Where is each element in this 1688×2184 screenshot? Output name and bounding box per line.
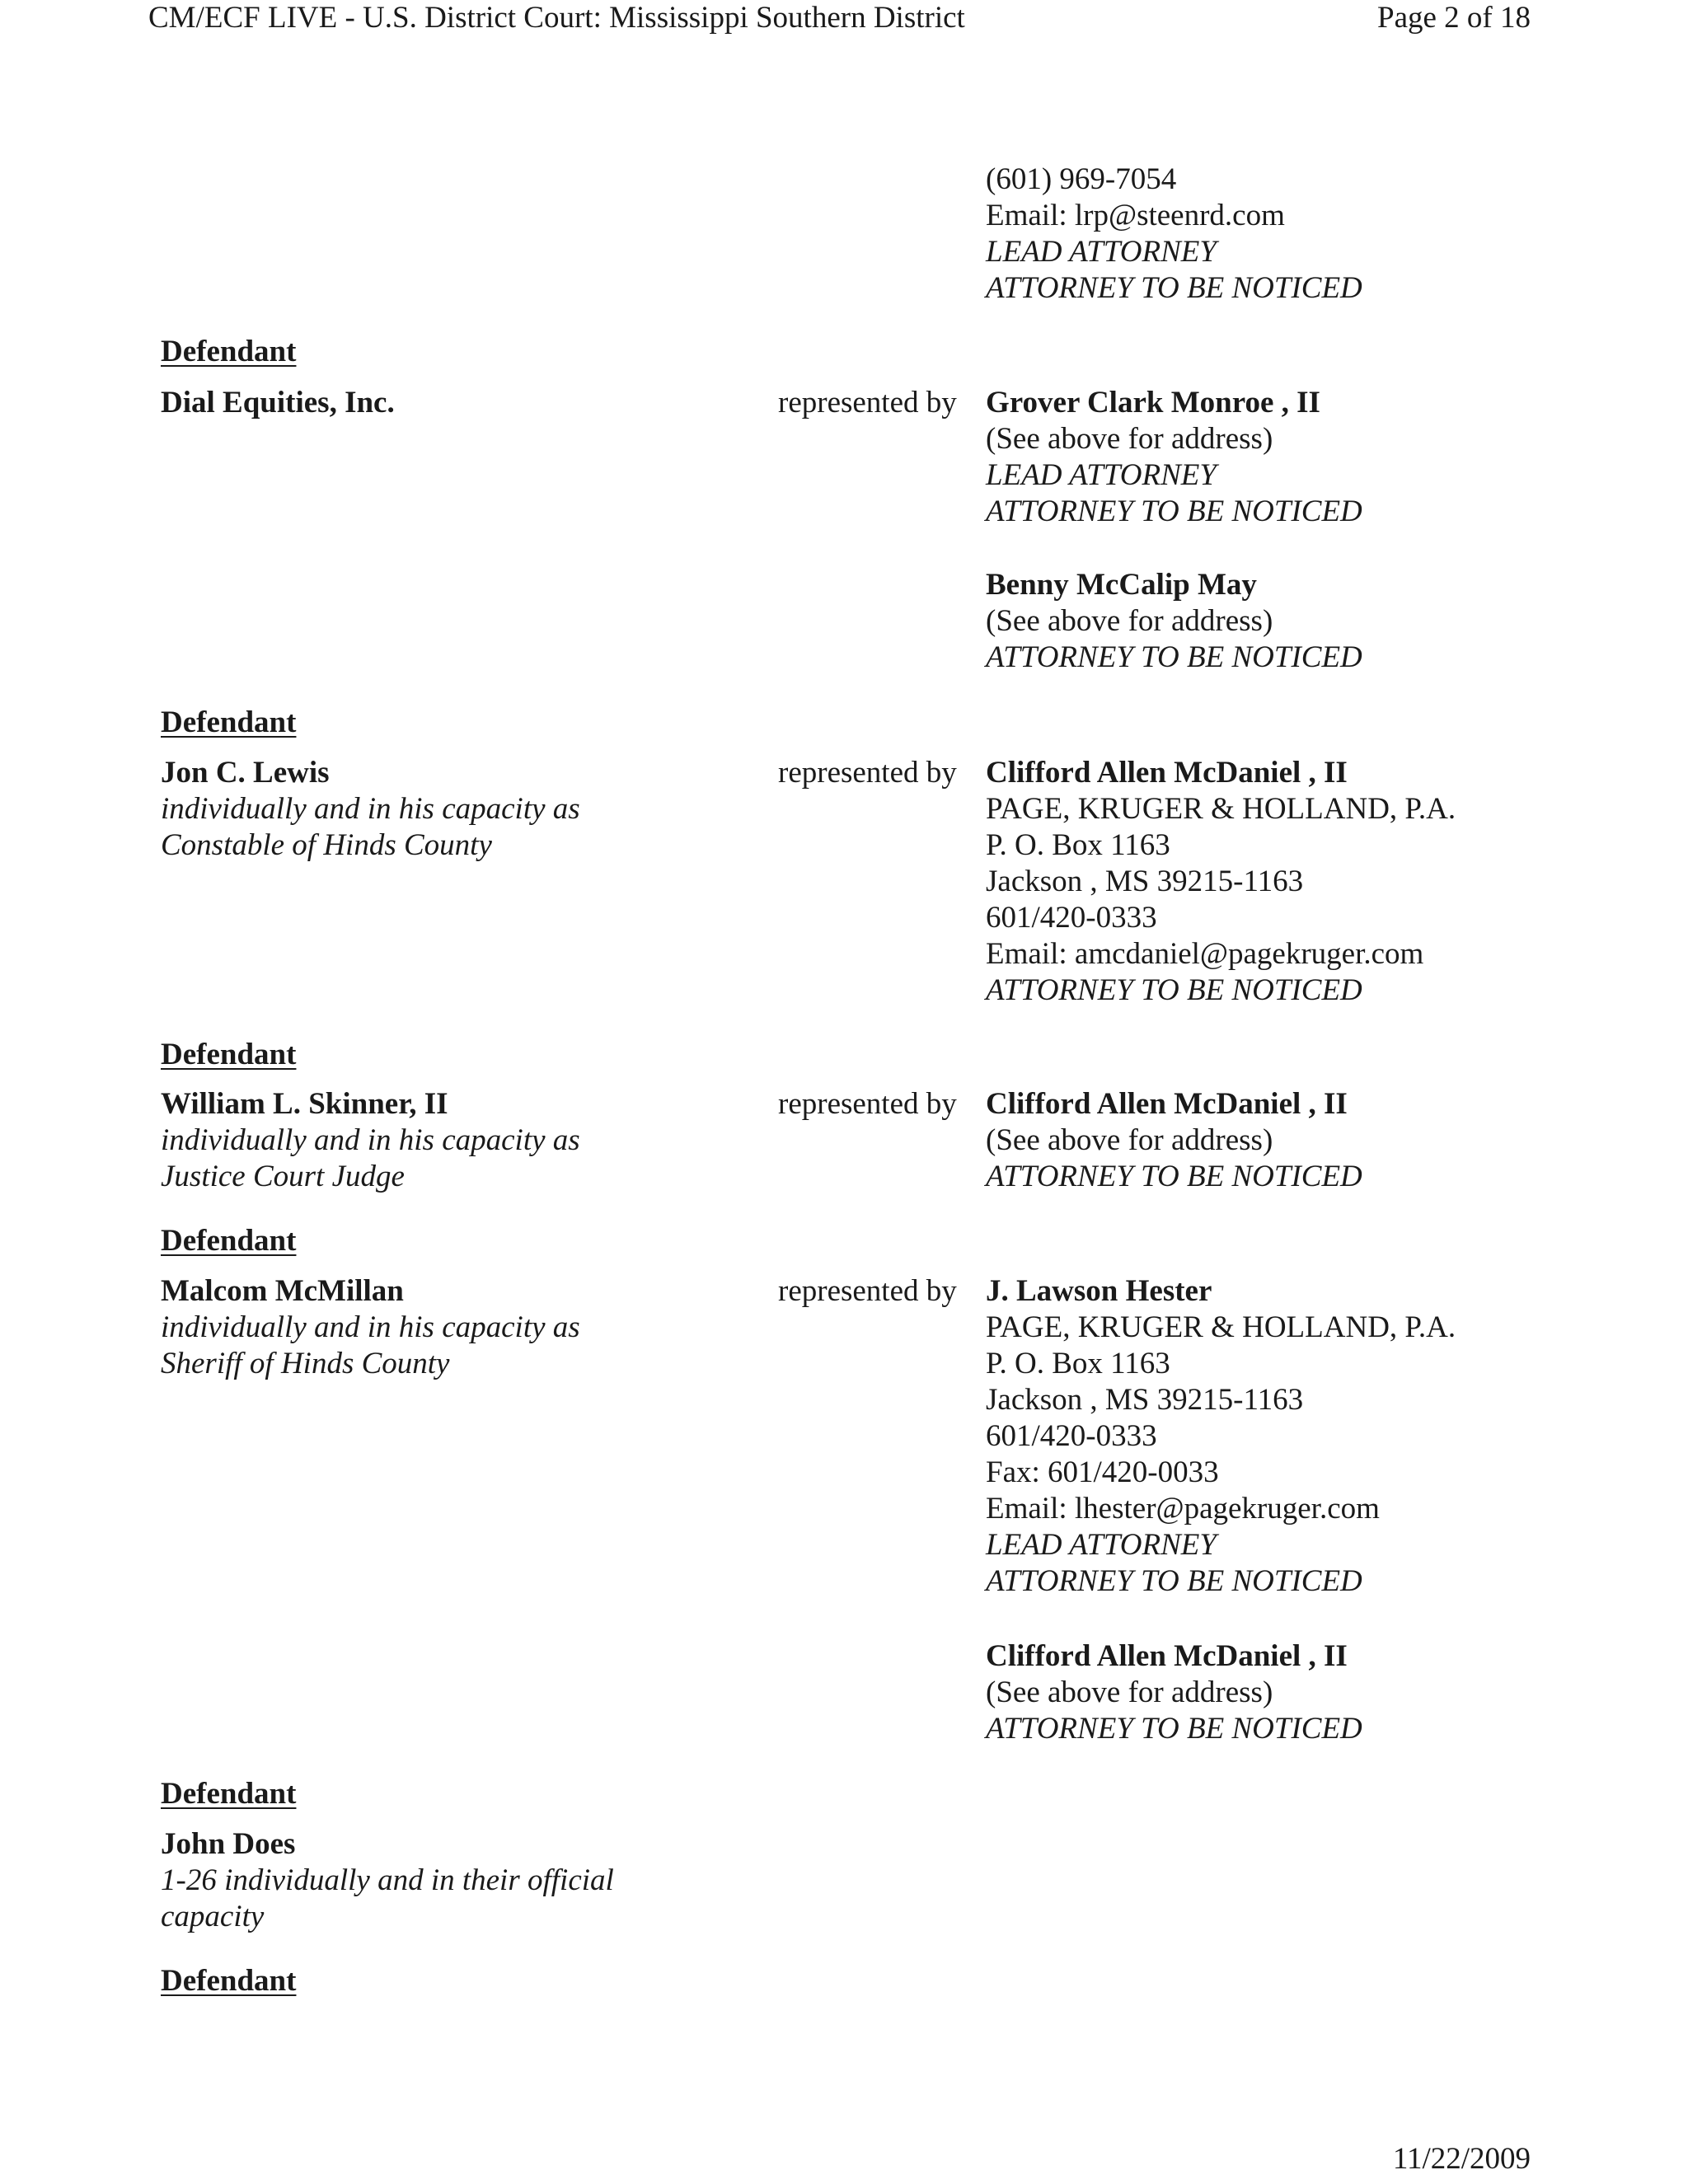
attorney-firm: PAGE, KRUGER & HOLLAND, P.A. (986, 792, 1456, 826)
attorney-address-line: (See above for address) (986, 422, 1273, 456)
represented-by-label: represented by (778, 1087, 957, 1121)
attorney-phone: 601/420-0333 (986, 1419, 1157, 1453)
party-role-label: Defendant (161, 1038, 297, 1071)
represented-by-label: represented by (778, 756, 957, 790)
attorney-block (986, 755, 1563, 1009)
print-date: 11/22/2009 (1392, 2142, 1531, 2176)
party-name: Jon C. Lewis (161, 756, 330, 790)
party-role-label: Defendant (161, 1777, 297, 1811)
attorney-address-line: (See above for address) (986, 1675, 1273, 1709)
attorney-flag: LEAD ATTORNEY (986, 458, 1217, 492)
party-description: capacity (161, 1900, 265, 1933)
attorney-name: Clifford Allen McDaniel , II (986, 1639, 1348, 1673)
attorney-email: Email: amcdaniel@pagekruger.com (986, 937, 1424, 971)
page-number: Page 2 of 18 (1377, 1, 1531, 35)
attorney-email: Email: lhester@pagekruger.com (986, 1492, 1380, 1526)
attorney-name: Benny McCalip May (986, 568, 1257, 602)
attorney-flag: ATTORNEY TO BE NOTICED (986, 494, 1362, 528)
attorney-flag: LEAD ATTORNEY (986, 235, 1217, 269)
attorney-flag: ATTORNEY TO BE NOTICED (986, 1564, 1362, 1598)
party-name: Dial Equities, Inc. (161, 386, 395, 419)
carryover-attorney-block (986, 162, 1563, 307)
party-name-block (161, 1273, 688, 1382)
represented-by-label: represented by (778, 1274, 957, 1308)
party-description: 1-26 individually and in their official (161, 1863, 614, 1897)
attorney-block (986, 567, 1563, 676)
attorney-address-line: P. O. Box 1163 (986, 828, 1170, 862)
attorney-block (986, 1638, 1563, 1747)
attorney-address-line: (601) 969-7054 (986, 162, 1177, 196)
attorney-name: Clifford Allen McDaniel , II (986, 1087, 1348, 1121)
attorney-address-line: (See above for address) (986, 604, 1273, 638)
attorney-flag: ATTORNEY TO BE NOTICED (986, 271, 1362, 305)
attorney-address-line: Jackson , MS 39215-1163 (986, 865, 1304, 898)
party-description: individually and in his capacity as (161, 792, 580, 826)
attorney-name: Clifford Allen McDaniel , II (986, 756, 1348, 790)
party-name: John Does (161, 1827, 296, 1861)
page-header-title: CM/ECF LIVE - U.S. District Court: Mississippi Southern District (148, 1, 965, 35)
attorney-block (986, 385, 1563, 530)
party-name-block (161, 1086, 688, 1195)
party-description: Justice Court Judge (161, 1160, 405, 1193)
attorney-address-line: Jackson , MS 39215-1163 (986, 1383, 1304, 1417)
represented-by-label: represented by (778, 386, 957, 419)
attorney-block (986, 1086, 1563, 1195)
attorney-flag: ATTORNEY TO BE NOTICED (986, 1712, 1362, 1746)
party-description: individually and in his capacity as (161, 1310, 580, 1344)
party-role-label: Defendant (161, 335, 297, 368)
attorney-block (986, 1273, 1563, 1600)
party-role-label: Defendant (161, 1964, 297, 1998)
attorney-flag: ATTORNEY TO BE NOTICED (986, 973, 1362, 1007)
party-name-block (161, 755, 688, 864)
party-role-label: Defendant (161, 1224, 297, 1258)
attorney-flag: ATTORNEY TO BE NOTICED (986, 640, 1362, 674)
attorney-address-line: P. O. Box 1163 (986, 1347, 1170, 1380)
attorney-name: Grover Clark Monroe , II (986, 386, 1320, 419)
party-description: Sheriff of Hinds County (161, 1347, 450, 1380)
attorney-flag: ATTORNEY TO BE NOTICED (986, 1160, 1362, 1193)
attorney-flag: LEAD ATTORNEY (986, 1528, 1217, 1562)
attorney-address-line: (See above for address) (986, 1123, 1273, 1157)
party-name-block (161, 385, 688, 421)
party-role-label: Defendant (161, 705, 297, 739)
party-name: Malcom McMillan (161, 1274, 404, 1308)
attorney-phone: 601/420-0333 (986, 901, 1157, 935)
party-name: William L. Skinner, II (161, 1087, 448, 1121)
attorney-firm: PAGE, KRUGER & HOLLAND, P.A. (986, 1310, 1456, 1344)
attorney-email: Email: lrp@steenrd.com (986, 199, 1285, 232)
party-name-block (161, 1826, 688, 1935)
party-description: Constable of Hinds County (161, 828, 492, 862)
attorney-fax: Fax: 601/420-0033 (986, 1455, 1219, 1489)
attorney-name: J. Lawson Hester (986, 1274, 1212, 1308)
party-description: individually and in his capacity as (161, 1123, 580, 1157)
